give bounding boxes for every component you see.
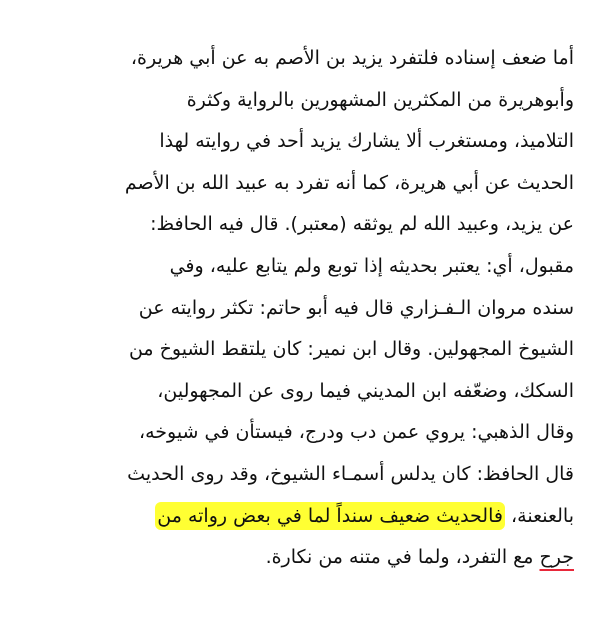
plain-text: بالعنعنة، [511,504,574,527]
text-line: أما ضعف إسناده فلتفرد يزيد بن الأصم به عن أبي هريرة، [130,47,574,69]
text-line: الشيوخ المجهولين. وقال ابن نمير: كان يلتقط الشيوخ من [128,338,574,361]
text-line: سنده مروان الـفـزاري قال فيه أبو حاتم: تكثر روايته عن [138,296,574,319]
text-line-last [30,537,574,579]
text-line: التلاميذ، ومستغرب ألا يشارك يزيد أحد في روايته لهذا [159,130,574,153]
highlighted-text: فالحديث ضعيف سنداً لما في بعض رواته من [155,502,505,530]
text-line: قال الحافظ: كان يدلس أسمـاء الشيوخ، وقد روى الحديث [127,462,574,485]
text-line: وأبوهريرة من المكثرين المشهورين بالرواية وكثرة [186,88,574,111]
text-line: السكك، وضعّفه ابن المديني فيما روى عن المجهولين، [157,379,574,402]
text-line: وقال الذهبي: يروي عمن دب ودرج، فيستأن في شيوخه، [138,421,574,444]
plain-text: مع التفرد، ولما في متنه من نكارة. [265,546,534,569]
underlined-word: جرح [539,546,574,569]
text-line-highlighted [30,496,574,538]
text-line: الحديث عن أبي هريرة، كما أنه تفرد به عبيد الله بن الأصم [124,171,574,194]
document-body [30,38,574,579]
text-line: عن يزيد، وعبيد الله لم يوثقه (معتبر). قال فيه الحافظ: [150,213,574,236]
text-line: مقبول، أي: يعتبر بحديثه إذا توبع ولم يتابع عليه، وفي [169,254,574,277]
